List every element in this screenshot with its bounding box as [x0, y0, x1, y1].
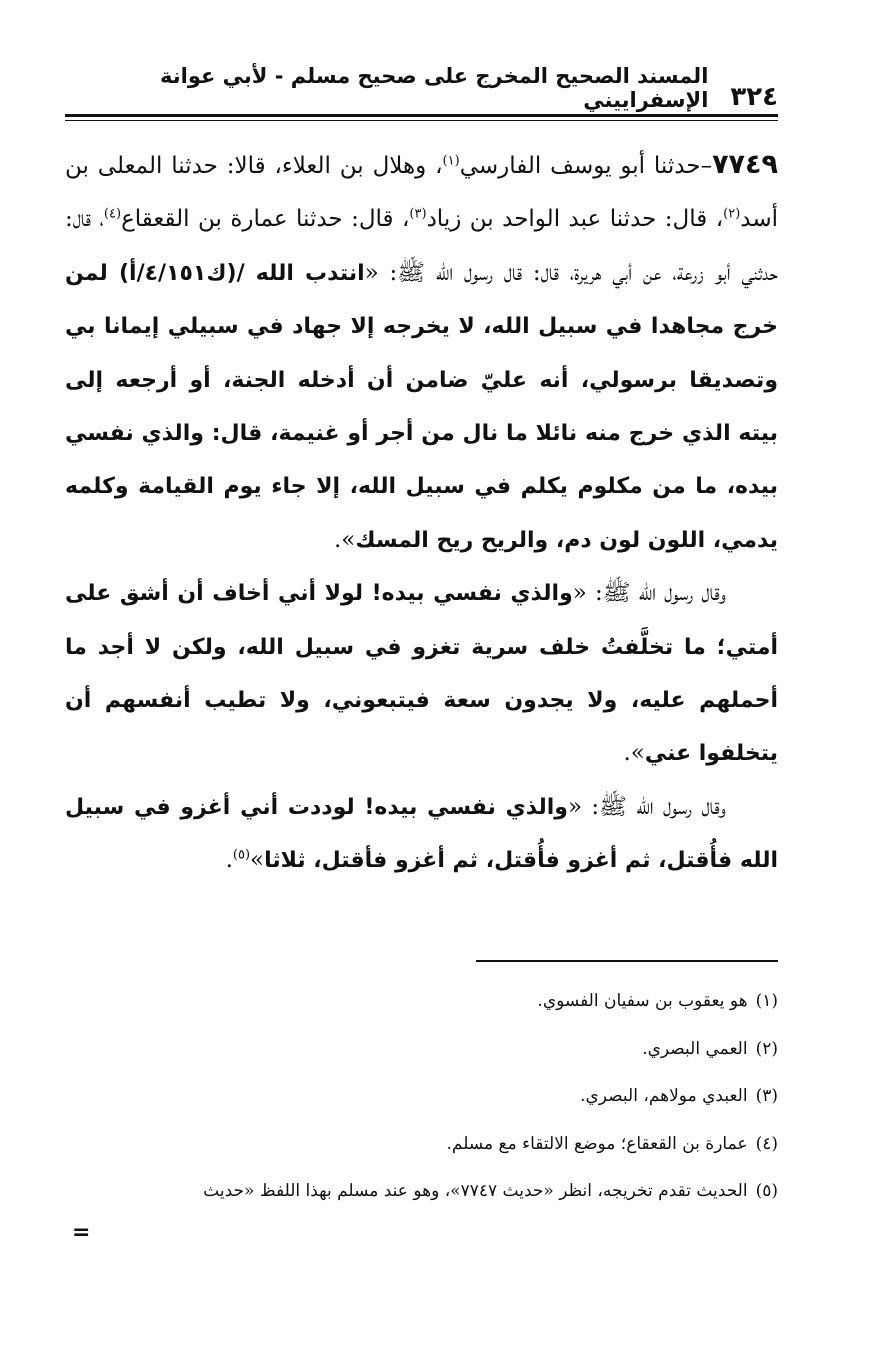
header-rule-thick: [65, 114, 778, 117]
matn-text-3: والذي نفسي بيده! لوددت أني أغزو في سبيل الله فأُقتل، ثم أغزو فأُقتل، ثم أغزو فأقتل، ثلاثا: [65, 794, 778, 874]
matn-text-2: والذي نفسي بيده! لولا أني أخاف أن أشق على أمتي؛ ما تخلَّفتُ خلف سرية تغزو في سبيل الله، ولكن لا أجد ما أحملهم عليه، ولا يجدون سعة فيتبعوني، ولا تطيب أنفسهم أن يتخلفوا عني: [65, 581, 778, 767]
footnote-number: (٤): [755, 1133, 778, 1154]
footnote-number: (٢): [755, 1038, 778, 1059]
intro-text-3: وقال رسول الله ﷺ: «: [567, 793, 727, 820]
closing-quote-2: ».: [623, 740, 645, 767]
intro-text-2: وقال رسول الله ﷺ: «: [572, 580, 726, 607]
running-header: [65, 64, 778, 112]
footnote-ref-2: (٢): [723, 206, 741, 222]
footnotes: [65, 978, 778, 1216]
footnote-text: عمارة بن القعقاع؛ موضع الالتقاء مع مسلم.: [446, 1133, 748, 1154]
footnote-3: [65, 1073, 778, 1121]
footnote-text: هو يعقوب بن سفيان الفسوي.: [537, 991, 748, 1011]
footnote-separator: [476, 960, 778, 962]
final-period: .: [225, 847, 233, 874]
hadith-paragraph-2: [65, 567, 778, 781]
main-text: [65, 138, 778, 888]
footnote-text: العبدي مولاهم، البصري.: [580, 1086, 748, 1106]
hadith-number: ٧٧٤٩: [712, 149, 778, 180]
isnad-text-d: ، قال: حدثنا عمارة بن القعقاع: [121, 206, 410, 233]
footnote-text: الحديث تقدم تخريجه، انظر «حديث ٧٧٤٧»، وهو عند مسلم بهذا اللفظ «حديث: [203, 1181, 748, 1201]
header-rule-thin: [65, 120, 778, 121]
footnote-ref-3: (٣): [409, 206, 427, 222]
footnote-ref-5: (٥): [232, 847, 251, 863]
footnote-1: [65, 978, 778, 1026]
isnad-text-e: ، قال: حدثني أبو زرعة، عن أبي هريرة، قال: قال رسول الله ﷺ: «: [65, 206, 778, 286]
footnote-ref-4: (٤): [103, 206, 122, 222]
hadith-paragraph-3: [65, 781, 778, 888]
matn-text-1: انتدب الله /(ك٤/١٥١/أ) لمن خرج مجاهدا في سبيل الله، لا يخرجه إلا جهاد في سبيلي إيمانا بي وتصديقا برسولي، أنه عليّ ضامن أن أدخله الجنة، أو أرجعه إلى بيته الذي خرج منه نائلا ما نال من أجر أو غنيمة، قال: والذي نفسي بيده، ما من مكلوم يكلم في سبيل الله، إلا جاء يوم القيامة وكلمه يدمي، اللون لون دم، والريح ريح المسك: [65, 260, 778, 553]
footnote-number: (٥): [755, 1181, 778, 1201]
footnote-4: [65, 1121, 778, 1169]
isnad-text-a: –حدثنا أبو يوسف الفارسي: [459, 153, 713, 179]
footnote-number: (١): [755, 991, 778, 1011]
footnote-number: (٣): [755, 1086, 778, 1106]
closing-quote-1: ».: [334, 526, 356, 553]
running-title: المسند الصحيح المخرج على صحيح مسلم - لأبي عوانة الإسفراييني: [160, 64, 709, 112]
footnote-5: [65, 1168, 778, 1216]
footnote-ref-1: (١): [442, 153, 460, 169]
page-number: ٣٢٤: [730, 82, 778, 112]
closing-quote-3: »: [250, 847, 265, 874]
isnad-text-c: ، قال: حدثنا عبد الواحد بن زياد: [426, 206, 724, 233]
footnote-text: العمي البصري.: [642, 1038, 748, 1059]
footnote-2: [65, 1026, 778, 1074]
hadith-paragraph-1: [65, 138, 778, 567]
continuation-mark: =: [72, 1220, 91, 1245]
isnad-text-b: ، وهلال بن العلاء، قالا: حدثنا المعلى بن أسد: [65, 153, 779, 233]
